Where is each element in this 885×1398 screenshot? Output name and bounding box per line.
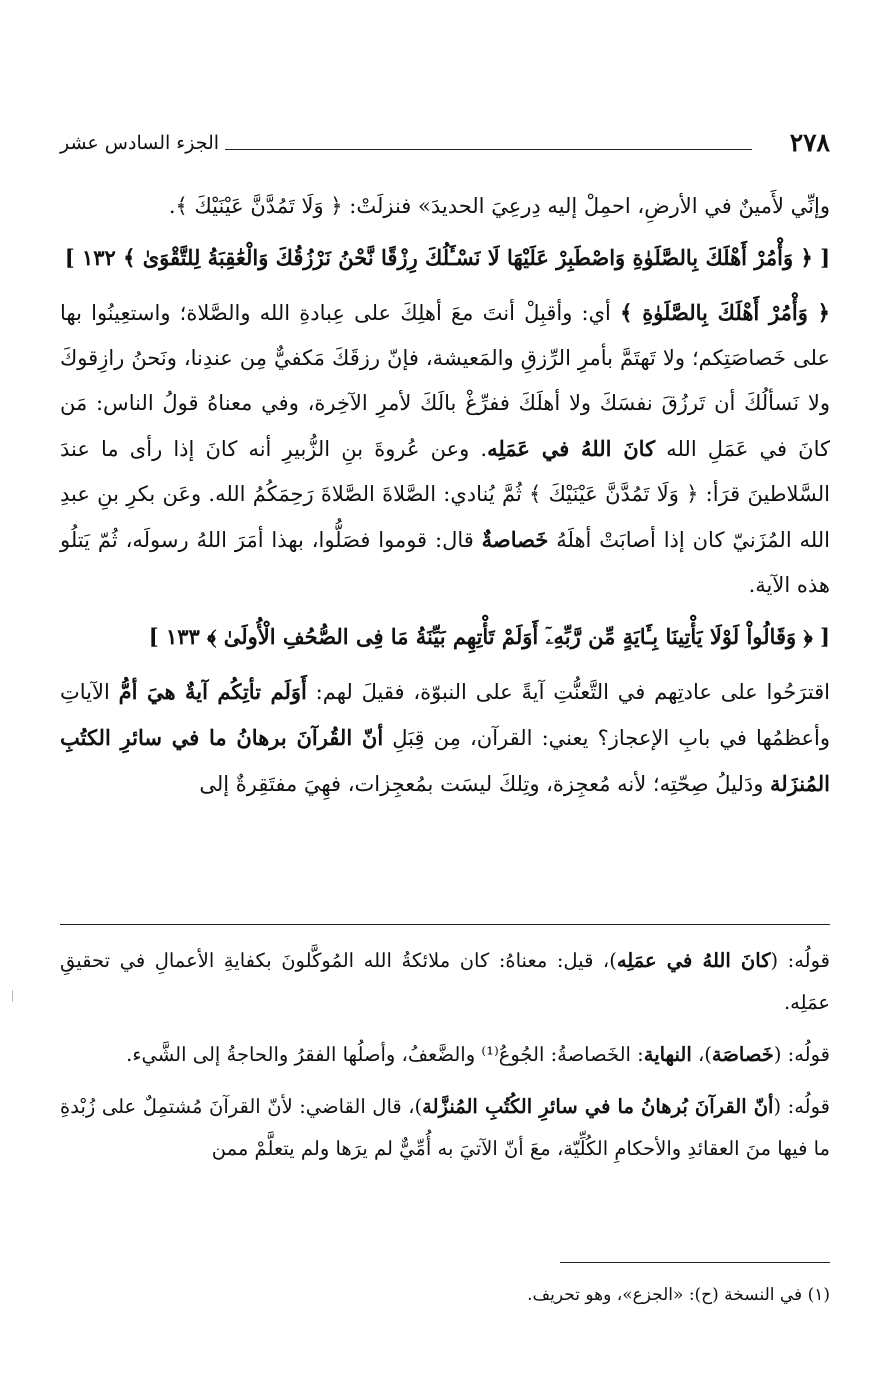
notes-separator — [60, 924, 830, 925]
bold-phrase: كانَ اللهُ في عَمَلِه — [487, 436, 656, 461]
commentary-paragraph-2 — [60, 669, 830, 807]
intro-line: وإنِّي لأَمينٌ في الأرضِ، احمِلْ إليه دِرعِيَ الحديدَ» فنزلَتْ: ﴿ وَلَا تَمُدَّنَّ عَيْنَيْكَ ﴾. — [168, 194, 830, 218]
verse-133 — [60, 614, 830, 659]
note-text: )، — [691, 1043, 712, 1066]
note-text: قولُه: ( — [770, 949, 831, 972]
scan-mark — [12, 990, 13, 1002]
verse-132 — [60, 235, 830, 280]
bold-phrase: خَصاصةٌ — [481, 527, 549, 552]
text-run: اقترَحُوا على عادتِهم في التَّعنُّتِ آيةً على النبوّة، فقيلَ لهم: — [306, 680, 831, 704]
text-run: قال: قوموا فصَلُّوا، بهذا أمَرَ اللهُ رسولَه، ثُمّ يَتلُو هذه الآية. — [60, 528, 830, 597]
book-page — [60, 0, 830, 1398]
verse-132-number: ١٣٢ ] — [64, 245, 116, 270]
note-heading: خَصاصَة — [711, 1043, 774, 1066]
note-text: قولُه: ( — [773, 1043, 830, 1066]
note-heading: كانَ اللهُ في عمَلِه — [616, 949, 771, 972]
note-text: )، قال القاضي: لأنّ القرآنَ مُشتمِلٌ على زُبْدةِ ما فيها منَ العقائدِ والأحكامِ الكُلِّيّة، معَ أنّ الآتيَ به أُمِّيٌّ لم يرَها ولم يتعلَّمْ ممن — [60, 1095, 830, 1160]
footnote: (١) في النسخة (ح): «الجزع»، وهو تحريف. — [527, 1285, 830, 1305]
page-number: ٢٧٨ — [789, 128, 830, 157]
text-run: ودَليلُ صِحّتِه؛ لأنه مُعجِزة، وتِلكَ ليسَت بمُعجِزات، فهِيَ مفتَقِرةٌ إلى — [199, 772, 771, 796]
verse-133-text: [ ﴿ وَقَالُواْ لَوْلَا يَأْتِينَا بِـَٔايَةٍ مِّن رَّبِّهِۦٓ أَوَلَمْ تَأْتِهِم بَيِّنَةُ مَا فِى الصُّحُفِ الْأُولَىٰ ﴾ — [207, 624, 830, 649]
marginal-notes — [60, 940, 830, 1180]
note-1 — [60, 940, 830, 1024]
note-text: : الخَصاصةُ: الجُوعُ⁽¹⁾ والضَّعفُ، وأصلُها الفقرُ والحاجةُ إلى الشَّيء. — [126, 1043, 644, 1066]
part-title: الجزء السادس عشر — [60, 132, 220, 154]
note-text: )، قيل: معناهُ: كان ملائكةُ الله المُوكَّلونَ بكفايةِ الأعمالِ في تحقيقِ عمَلِه. — [60, 949, 830, 1014]
main-text — [60, 184, 830, 813]
text-run: أي: وأقبِلْ أنتَ معَ أهلِكَ على عِبادةِ الله والصَّلاة؛ واستعِينُوا بها على خَصاصَتِكم؛ ولا تَهتَمَّ بأمرِ الرِّزقِ والمَعيشة، فإنّ رزقَكَ مَكفيٌّ مِن عندِنا، ونَحنُ رازِقوكَ ولا نَسألُكَ أن تَرزُقَ نفسَكَ ولا أهلَكَ ففرِّغْ بالَكَ لأمرِ الآخِرة، وفي معناهُ قولُ الناس: مَن كانَ في عَمَلِ الله — [60, 301, 830, 461]
note-2 — [60, 1034, 830, 1076]
text-run: الآياتِ وأعظمُها في بابِ الإعجاز؟ يعني: القرآن، مِن قِبَلِ — [60, 680, 830, 750]
note-heading: أنّ القرآنَ بُرهانُ ما في سائرِ الكُتُبِ المُنزَّلة — [422, 1095, 774, 1118]
bold-phrase: أَوَلَم تأتِكُم آيةٌ هيَ أمُّ — [118, 679, 307, 704]
page-header — [60, 128, 830, 164]
note-text: قولُه: ( — [773, 1095, 830, 1118]
commentary-paragraph-1 — [60, 290, 830, 608]
note-3 — [60, 1086, 830, 1170]
verse-133-number: ١٣٣ ] — [148, 624, 200, 649]
quoted-verse: ﴿ وَأْمُرْ أَهْلَكَ بِالصَّلَوٰةِ ﴾ — [620, 300, 830, 325]
bold-phrase: أنّ القُرآنَ برهانُ ما في سائرِ الكتُبِ المُنزَلة — [60, 725, 830, 796]
header-rule — [225, 149, 752, 150]
verse-132-text: [ ﴿ وَأْمُرْ أَهْلَكَ بِالصَّلَوٰةِ وَاصْطَبِرْ عَلَيْهَا لَا نَسْـَٔلُكَ رِزْقًا نَّحْنُ نَرْزُقُكَ وَالْعَٰقِبَةُ لِلتَّقْوَىٰ ﴾ — [123, 245, 830, 270]
footnote-separator — [560, 1262, 830, 1263]
note-source: النهاية — [643, 1043, 692, 1066]
text-run: . وعن عُروةَ بنِ الزُّبيرِ أنه كانَ إذا رأى ما عندَ السَّلاطينَ قرَأ: ﴿ وَلَا تَمُدَّنَّ عَيْنَيْكَ ﴾ ثُمَّ يُنادي: الصَّلاةَ الصَّلاةَ رَحِمَكُمُ الله. وعَن بكرِ بنِ عبدِ الله المُزَنيّ كان إذا أصابَتْ أهلَهُ — [60, 437, 830, 552]
